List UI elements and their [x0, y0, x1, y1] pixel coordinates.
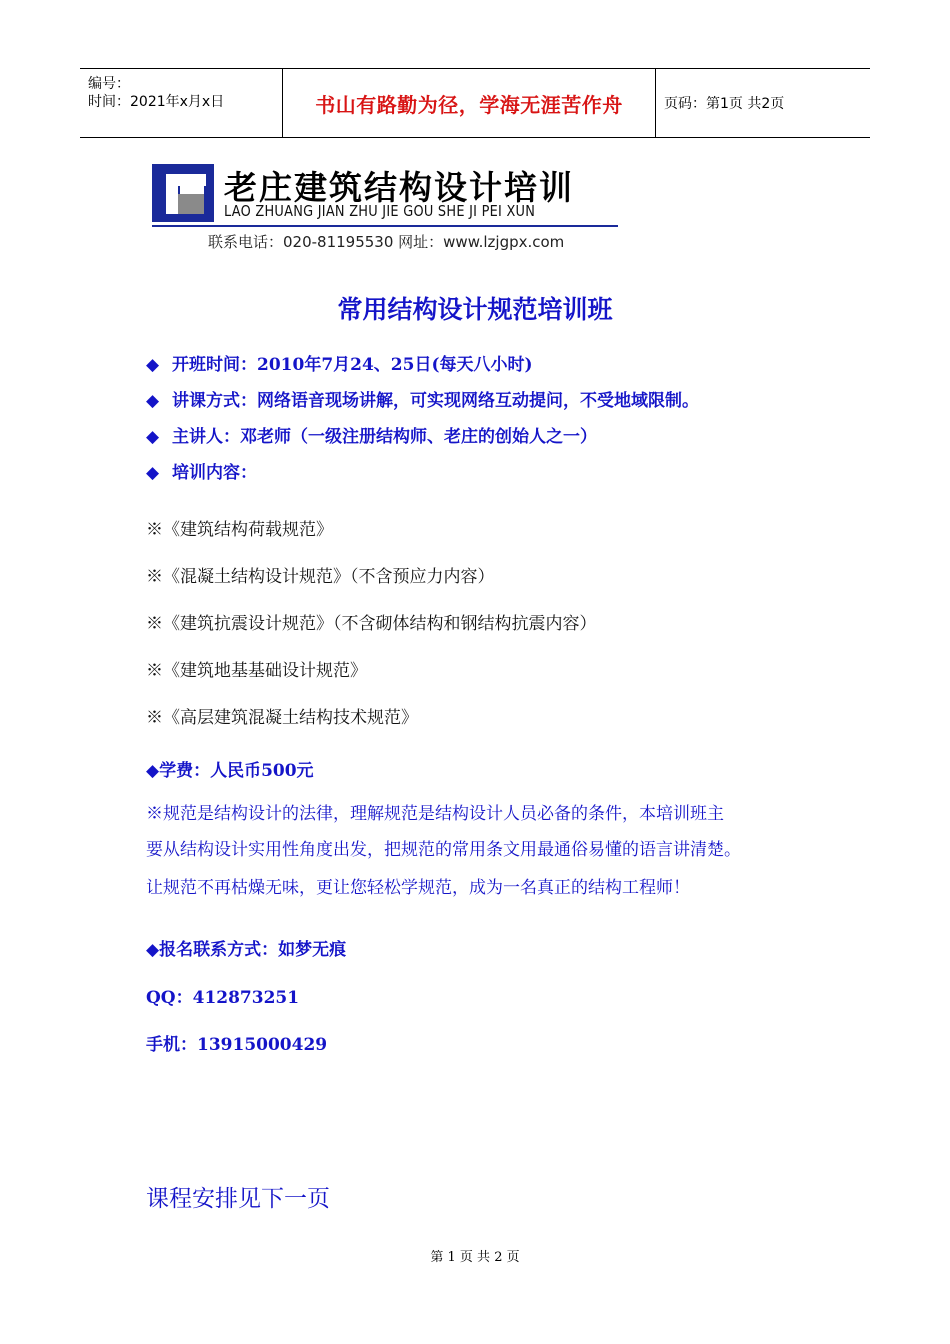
header-page-number: 页码：第1页 共2页: [664, 96, 785, 112]
info-bullets: [146, 352, 699, 496]
header-number: 编号：: [88, 76, 130, 92]
list-item: ※《建筑结构荷载规范》: [146, 520, 333, 540]
content-list: [146, 516, 597, 751]
page-footer: 第 1 页 共 2 页: [430, 1250, 520, 1265]
logo-name-en: LAO ZHUANG JIAN ZHU JIE GOU SHE JI PEI XUN: [224, 202, 536, 220]
tuition-fee: ◆学费：人民币500元: [146, 761, 314, 781]
header-meta-cell: [80, 69, 282, 137]
bullet-lecturer: ◆ 主讲人：邓老师（一级注册结构师、老庄的创始人之一）: [146, 424, 699, 460]
header-table: [80, 68, 870, 138]
list-item: ※《建筑地基基础设计规范》: [146, 661, 367, 681]
description-line: 让规范不再枯燥无味，更让您轻松学规范，成为一名真正的结构工程师！: [146, 878, 690, 898]
qq-number: QQ：412873251: [146, 988, 300, 1008]
bullet-content: ◆ 培训内容：: [146, 460, 699, 496]
description-line: ※规范是结构设计的法律，理解规范是结构设计人员必备的条件，本培训班主: [146, 804, 724, 824]
bullet-schedule: ◆ 开班时间：2010年7月24、25日(每天八小时): [146, 352, 699, 388]
logo-rule: [152, 225, 618, 227]
signup-contact: ◆报名联系方式：如梦无痕: [146, 940, 347, 960]
diamond-icon: ◆: [146, 355, 160, 375]
page-title: 常用结构设计规范培训班: [337, 295, 613, 324]
list-item: ※《混凝土结构设计规范》（不含预应力内容）: [146, 567, 495, 587]
company-logo: [152, 160, 620, 254]
description-paragraph: [146, 800, 846, 910]
list-item: ※《高层建筑混凝土结构技术规范》: [146, 708, 418, 728]
logo-name-cn: 老庄建筑结构设计培训: [224, 168, 574, 207]
description-line: 要从结构设计实用性角度出发，把规范的常用条文用最通俗易懂的语言讲清楚。: [146, 840, 741, 860]
list-item: ※《建筑抗震设计规范》（不含砌体结构和钢结构抗震内容）: [146, 614, 597, 634]
header-motto: 书山有路勤为径，学海无涯苦作舟: [282, 69, 656, 137]
mobile-number: 手机：13915000429: [146, 1035, 328, 1055]
header-time: 时间：2021年x月x日: [88, 94, 225, 110]
bullet-method: ◆ 讲课方式：网络语音现场讲解，可实现网络互动提问，不受地域限制。: [146, 388, 699, 424]
diamond-icon: ◆: [146, 427, 160, 447]
logo-mark-icon: [152, 164, 214, 222]
logo-contact: 联系电话：020-81195530 网址：www.lzjgpx.com: [208, 233, 565, 251]
diamond-icon: ◆: [146, 463, 160, 483]
diamond-icon: ◆: [146, 391, 160, 411]
next-page-note: 课程安排见下一页: [146, 1186, 330, 1212]
